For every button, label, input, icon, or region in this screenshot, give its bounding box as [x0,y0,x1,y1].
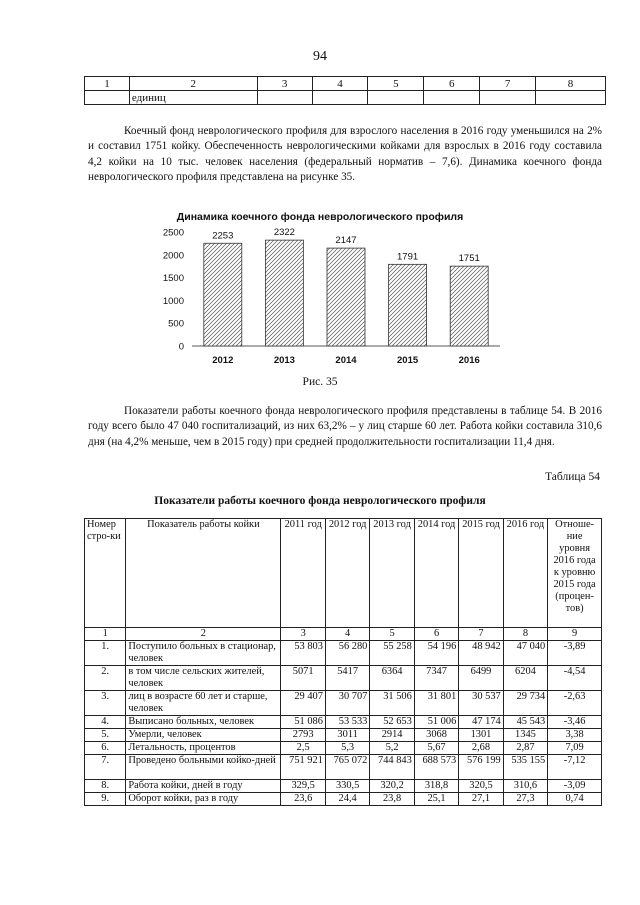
top-table-header-cell: 7 [480,77,536,91]
top-table-cell [368,91,424,105]
table-row [85,793,602,806]
cell-value: 30 707 [325,691,369,716]
cell-value: 48 942 [459,641,503,666]
cell-value: 51 086 [281,716,325,729]
paragraph-indicators: Показатели работы коечного фонда неврологического профиля представлены в таблице 54. В 2016 году всего было 47 040 госпитализаций, из них 63,2% – у лиц старше 60 лет. Работа койки составила 310,6 дня (на 4,2% меньше, чем в 2015 году) при средней продолжительности госпитализации 11,4 дня. [88,405,602,448]
row-label: Проведено больными койко-дней [126,755,281,780]
row-label: Поступило больных в стационар, человек [126,641,281,666]
row-number: 6. [85,742,126,755]
x-tick-label: 2016 [458,355,480,366]
y-tick-label: 0 [178,341,184,353]
cell-value: 53 533 [325,716,369,729]
top-table-cell [312,91,368,105]
header-cell: 2011 год [281,519,325,628]
row-number: 1. [85,641,126,666]
table-row [85,716,602,729]
cell-value: 2,87 [503,742,547,755]
cell-value: 47 040 [503,641,547,666]
cell-value: 27,1 [459,793,503,806]
column-number: 7 [459,628,503,641]
cell-value: 688 573 [414,755,458,780]
cell-value: 5417 [325,666,369,691]
cell-value: 2,68 [459,742,503,755]
cell-value: -4,54 [548,666,602,691]
data-label: 2322 [273,227,295,239]
table-title: Показатели работы коечного фонда неврологического профиля [154,495,486,507]
row-number: 9. [85,793,126,806]
row-label: в том числе сельских жителей, человек [126,666,281,691]
column-number-row [85,628,602,641]
y-tick-label: 2500 [162,227,184,239]
row-label: Летальность, процентов [126,742,281,755]
page-number: 94 [313,49,327,64]
cell-value: 2793 [281,729,325,742]
y-tick-label: 1500 [162,273,184,285]
row-number: 8. [85,780,126,793]
indicators-table [84,518,602,806]
top-table-header-cell: 3 [257,77,312,91]
cell-value: 5,3 [325,742,369,755]
table-row [85,780,602,793]
cell-value: -7,12 [548,755,602,780]
cell-value: 7,09 [548,742,602,755]
cell-value: -3,09 [548,780,602,793]
cell-value: 29 734 [503,691,547,716]
cell-value: 0,74 [548,793,602,806]
row-number: 5. [85,729,126,742]
cell-value: 51 006 [414,716,458,729]
top-table-cell [536,91,606,105]
row-number: 7. [85,755,126,780]
column-number: 6 [414,628,458,641]
row-label: Работа койки, дней в году [126,780,281,793]
cell-value: 30 537 [459,691,503,716]
row-number: 3. [85,691,126,716]
x-tick-label: 2014 [335,355,357,366]
header-cell: 2015 год [459,519,503,628]
cell-value: 29 407 [281,691,325,716]
bar [389,264,427,346]
column-number: 8 [503,628,547,641]
y-tick-label: 2000 [162,250,184,262]
cell-value: 765 072 [325,755,369,780]
header-cell: Номер стро-ки [85,519,126,628]
top-table-fragment [84,76,606,105]
row-label: Выписано больных, человек [126,716,281,729]
cell-value: 744 843 [370,755,414,780]
table-row [85,666,602,691]
header-cell: Отноше-ние уровня 2016 года к уровню 2015 года (процен-тов) [548,519,602,628]
row-number: 2. [85,666,126,691]
table-label: Таблица 54 [545,471,600,483]
cell-value: 47 174 [459,716,503,729]
column-number: 9 [548,628,602,641]
cell-value: 31 506 [370,691,414,716]
cell-value: -3,46 [548,716,602,729]
paragraph-bed-fund: Коечный фонд неврологического профиля для взрослого населения в 2016 году уменьшился на 2% и составил 1751 койку. Обеспеченность неврологическими койками для взрослых в 2016 году составила 4,2 койки на 10 тыс. человек населения (федеральный норматив – 7,6). Динамика коечного фонда неврологического профиля представлена на рисунке 35. [88,125,602,183]
top-table-header-row [85,77,606,91]
cell-value: 320,5 [459,780,503,793]
cell-value: 2,5 [281,742,325,755]
top-table-cell: единиц [129,91,257,105]
cell-value: -3,89 [548,641,602,666]
cell-value: 6204 [503,666,547,691]
y-tick-label: 1000 [162,295,184,307]
top-table-header-cell: 4 [312,77,368,91]
chart-title: Динамика коечного фонда неврологического профиля [176,211,464,223]
cell-value: 3068 [414,729,458,742]
bar [327,248,365,346]
cell-value: 56 280 [325,641,369,666]
cell-value: 5071 [281,666,325,691]
table-row [85,641,602,666]
figure-caption: Рис. 35 [302,376,338,388]
cell-value: 31 801 [414,691,458,716]
cell-value: 330,5 [325,780,369,793]
cell-value: 6364 [370,666,414,691]
cell-value: 23,6 [281,793,325,806]
header-cell: 2013 год [370,519,414,628]
data-label: 1751 [458,253,480,265]
bar [450,266,488,346]
x-tick-label: 2013 [273,355,295,366]
table-header-row [85,519,602,628]
y-tick-label: 500 [168,318,184,330]
top-table-header-cell: 8 [536,77,606,91]
cell-value: 53 803 [281,641,325,666]
top-table-header-cell: 5 [368,77,424,91]
top-table-cell [257,91,312,105]
cell-value: 2914 [370,729,414,742]
cell-value: 320,2 [370,780,414,793]
top-table-cell [480,91,536,105]
column-number: 3 [281,628,325,641]
cell-value: 576 199 [459,755,503,780]
cell-value: 5,2 [370,742,414,755]
cell-value: 318,8 [414,780,458,793]
top-table-cell [424,91,480,105]
bar [204,243,242,346]
table-row [85,729,602,742]
row-label: Умерли, человек [126,729,281,742]
data-label: 1791 [397,251,419,263]
cell-value: 52 653 [370,716,414,729]
cell-value: 5,67 [414,742,458,755]
data-label: 2253 [212,230,234,242]
cell-value: 6499 [459,666,503,691]
table-row [85,691,602,716]
top-table-header-cell: 2 [129,77,257,91]
cell-value: 310,6 [503,780,547,793]
cell-value: 3011 [325,729,369,742]
row-label: лиц в возрасте 60 лет и старше, человек [126,691,281,716]
row-label: Оборот койки, раз в году [126,793,281,806]
column-number: 5 [370,628,414,641]
cell-value: 23,8 [370,793,414,806]
top-table-cell [85,91,130,105]
top-table-header-cell: 1 [85,77,130,91]
row-number: 4. [85,716,126,729]
x-tick-label: 2015 [397,355,419,366]
x-tick-label: 2012 [212,355,234,366]
cell-value: 27,3 [503,793,547,806]
column-number: 4 [325,628,369,641]
column-number: 1 [85,628,126,641]
cell-value: 25,1 [414,793,458,806]
bar [265,240,303,346]
data-label: 2147 [335,235,357,247]
cell-value: 54 196 [414,641,458,666]
top-table-header-cell: 6 [424,77,480,91]
header-cell: 2016 год [503,519,547,628]
table-row [85,742,602,755]
bar-chart [150,220,510,372]
cell-value: 7347 [414,666,458,691]
cell-value: 45 543 [503,716,547,729]
cell-value: 751 921 [281,755,325,780]
cell-value: 329,5 [281,780,325,793]
column-number: 2 [126,628,281,641]
cell-value: -2,63 [548,691,602,716]
cell-value: 535 155 [503,755,547,780]
header-cell: 2014 год [414,519,458,628]
header-cell: 2012 год [325,519,369,628]
cell-value: 55 258 [370,641,414,666]
table-row [85,755,602,780]
cell-value: 1345 [503,729,547,742]
cell-value: 24,4 [325,793,369,806]
cell-value: 1301 [459,729,503,742]
cell-value: 3,38 [548,729,602,742]
header-cell: Показатель работы койки [126,519,281,628]
top-table-row [85,91,606,105]
